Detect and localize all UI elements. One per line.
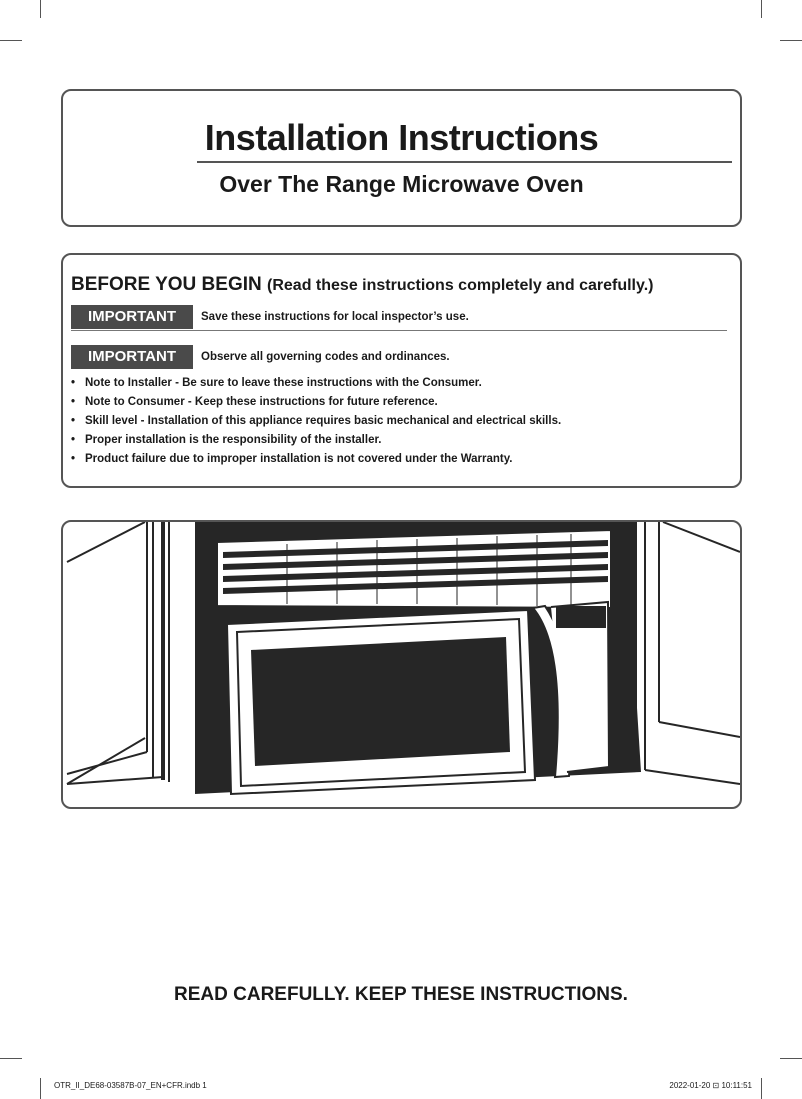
important-row bbox=[71, 305, 727, 331]
important-text: Save these instructions for local inspector’s use. bbox=[201, 311, 469, 323]
left-cabinet bbox=[67, 522, 169, 784]
page-title: Installation Instructions bbox=[204, 117, 599, 158]
vent-grille bbox=[195, 522, 631, 617]
list-item: • Note to Consumer - Keep these instructions for future reference. bbox=[71, 396, 561, 415]
list-item: • Skill level - Installation of this appliance requires basic mechanical and electrical skills. bbox=[71, 415, 561, 434]
title-box bbox=[61, 89, 742, 227]
print-slug-timestamp: 2022-01-20 ⊡ 10:11:51 bbox=[669, 1081, 752, 1090]
microwave-drawing bbox=[63, 522, 740, 807]
crop-mark bbox=[0, 40, 22, 41]
title-divider bbox=[197, 161, 732, 163]
important-text: Observe all governing codes and ordinances. bbox=[201, 351, 450, 363]
important-row bbox=[71, 345, 727, 370]
microwave-illustration bbox=[61, 520, 742, 809]
before-you-begin-box bbox=[61, 253, 742, 488]
crop-mark bbox=[0, 1058, 22, 1059]
list-item: • Product failure due to improper installation is not covered under the Warranty. bbox=[71, 453, 561, 472]
crop-mark bbox=[780, 40, 802, 41]
important-label: IMPORTANT bbox=[71, 345, 193, 369]
crop-mark bbox=[780, 1058, 802, 1059]
list-item: • Proper installation is the responsibility of the installer. bbox=[71, 434, 561, 453]
read-carefully-notice: READ CAREFULLY. KEEP THESE INSTRUCTIONS. bbox=[174, 984, 628, 1005]
print-slug-file: OTR_II_DE68-03587B-07_EN+CFR.indb 1 bbox=[54, 1081, 207, 1090]
heading-note: (Read these instructions completely and carefully.) bbox=[267, 277, 654, 294]
crop-mark bbox=[761, 1078, 762, 1099]
right-cabinet bbox=[631, 522, 740, 784]
instruction-list bbox=[71, 377, 561, 472]
microwave-body bbox=[195, 602, 641, 794]
important-label: IMPORTANT bbox=[71, 305, 193, 329]
crop-mark bbox=[761, 0, 762, 18]
before-you-begin-heading bbox=[71, 274, 653, 296]
crop-mark bbox=[40, 0, 41, 18]
crop-mark bbox=[40, 1078, 41, 1099]
page-subtitle: Over The Range Microwave Oven bbox=[219, 171, 584, 197]
list-item: • Note to Installer - Be sure to leave these instructions with the Consumer. bbox=[71, 377, 561, 396]
heading-text: BEFORE YOU BEGIN bbox=[71, 274, 262, 295]
